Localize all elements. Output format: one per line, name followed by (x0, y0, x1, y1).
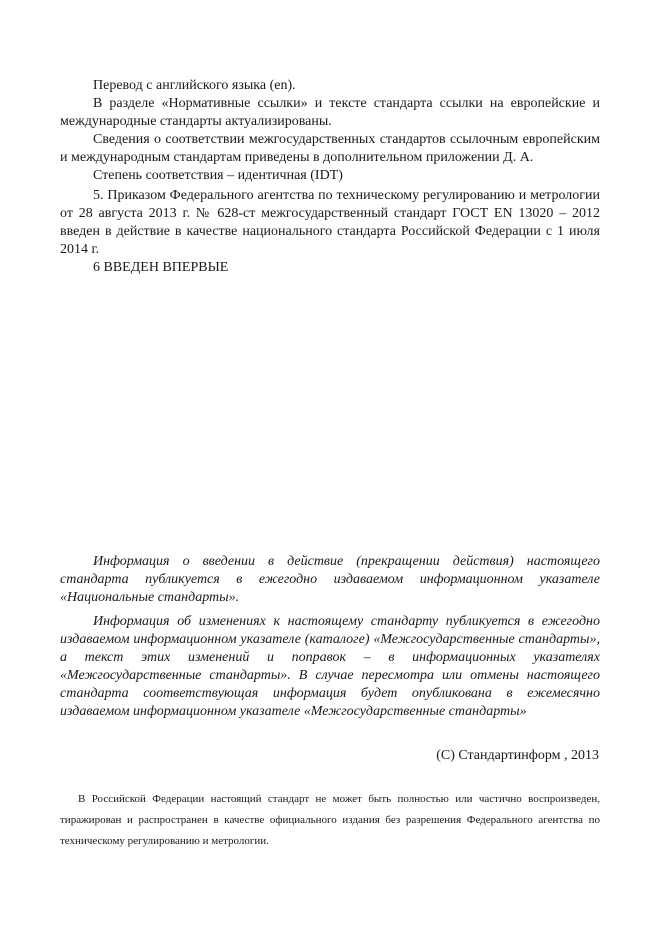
preface-section (60, 77, 600, 277)
item-5-order: 5. Приказом Федерального агентства по техническому регулированию и метрологии от 28 августа 2013 г. № 628-ст межгосударственный стандарт ГОСТ EN 13020 – 2012 введен в действие в качестве национального стандарта Российской Федерации с 1 июля 2014 г. (60, 188, 600, 257)
legal-notice-text: В Российской Федерации настоящий стандарт не может быть полностью или частично воспроизведен, тиражирован и распространен в качестве официального издания без разрешения Федерального агентства по техническому регулированию и метрологии. (60, 793, 600, 847)
conformity-degree: Степень соответствия – идентичная (IDT) (93, 168, 343, 183)
translation-note: Перевод с английского языка (en). (93, 78, 296, 93)
item-6-introduced: 6 ВВЕДЕН ВПЕРВЫЕ (93, 260, 229, 275)
info-paragraph-2: Информация об изменениях к настоящему стандарту публикуется в ежегодно издаваемом информационном указателе (каталоге) «Межгосударственные стандарты», а текст этих изменений и поправок – в информационных указателях «Межгосударственные стандарты». В случае пересмотра или отмены настоящего стандарта соответствующая информация будет опубликована в ежемесячно издаваемом информационном указателе «Межгосударственные стандарты» (60, 614, 600, 719)
info-paragraph-1: Информация о введении в действие (прекращении действия) настоящего стандарта публикуется в ежегодно издаваемом информационном указателе «Национальные стандарты». (60, 554, 600, 605)
correspondence-note: Сведения о соответствии межгосударственных стандартов ссылочным европейским и международным стандартам приведены в дополнительном приложении Д. А. (60, 132, 600, 165)
info-section (60, 553, 600, 721)
copyright-line: (С) Стандартинформ , 2013 (436, 748, 599, 763)
legal-notice (60, 789, 600, 852)
references-note: В разделе «Нормативные ссылки» и тексте стандарта ссылки на европейские и международные стандарты актуализированы. (60, 96, 600, 129)
